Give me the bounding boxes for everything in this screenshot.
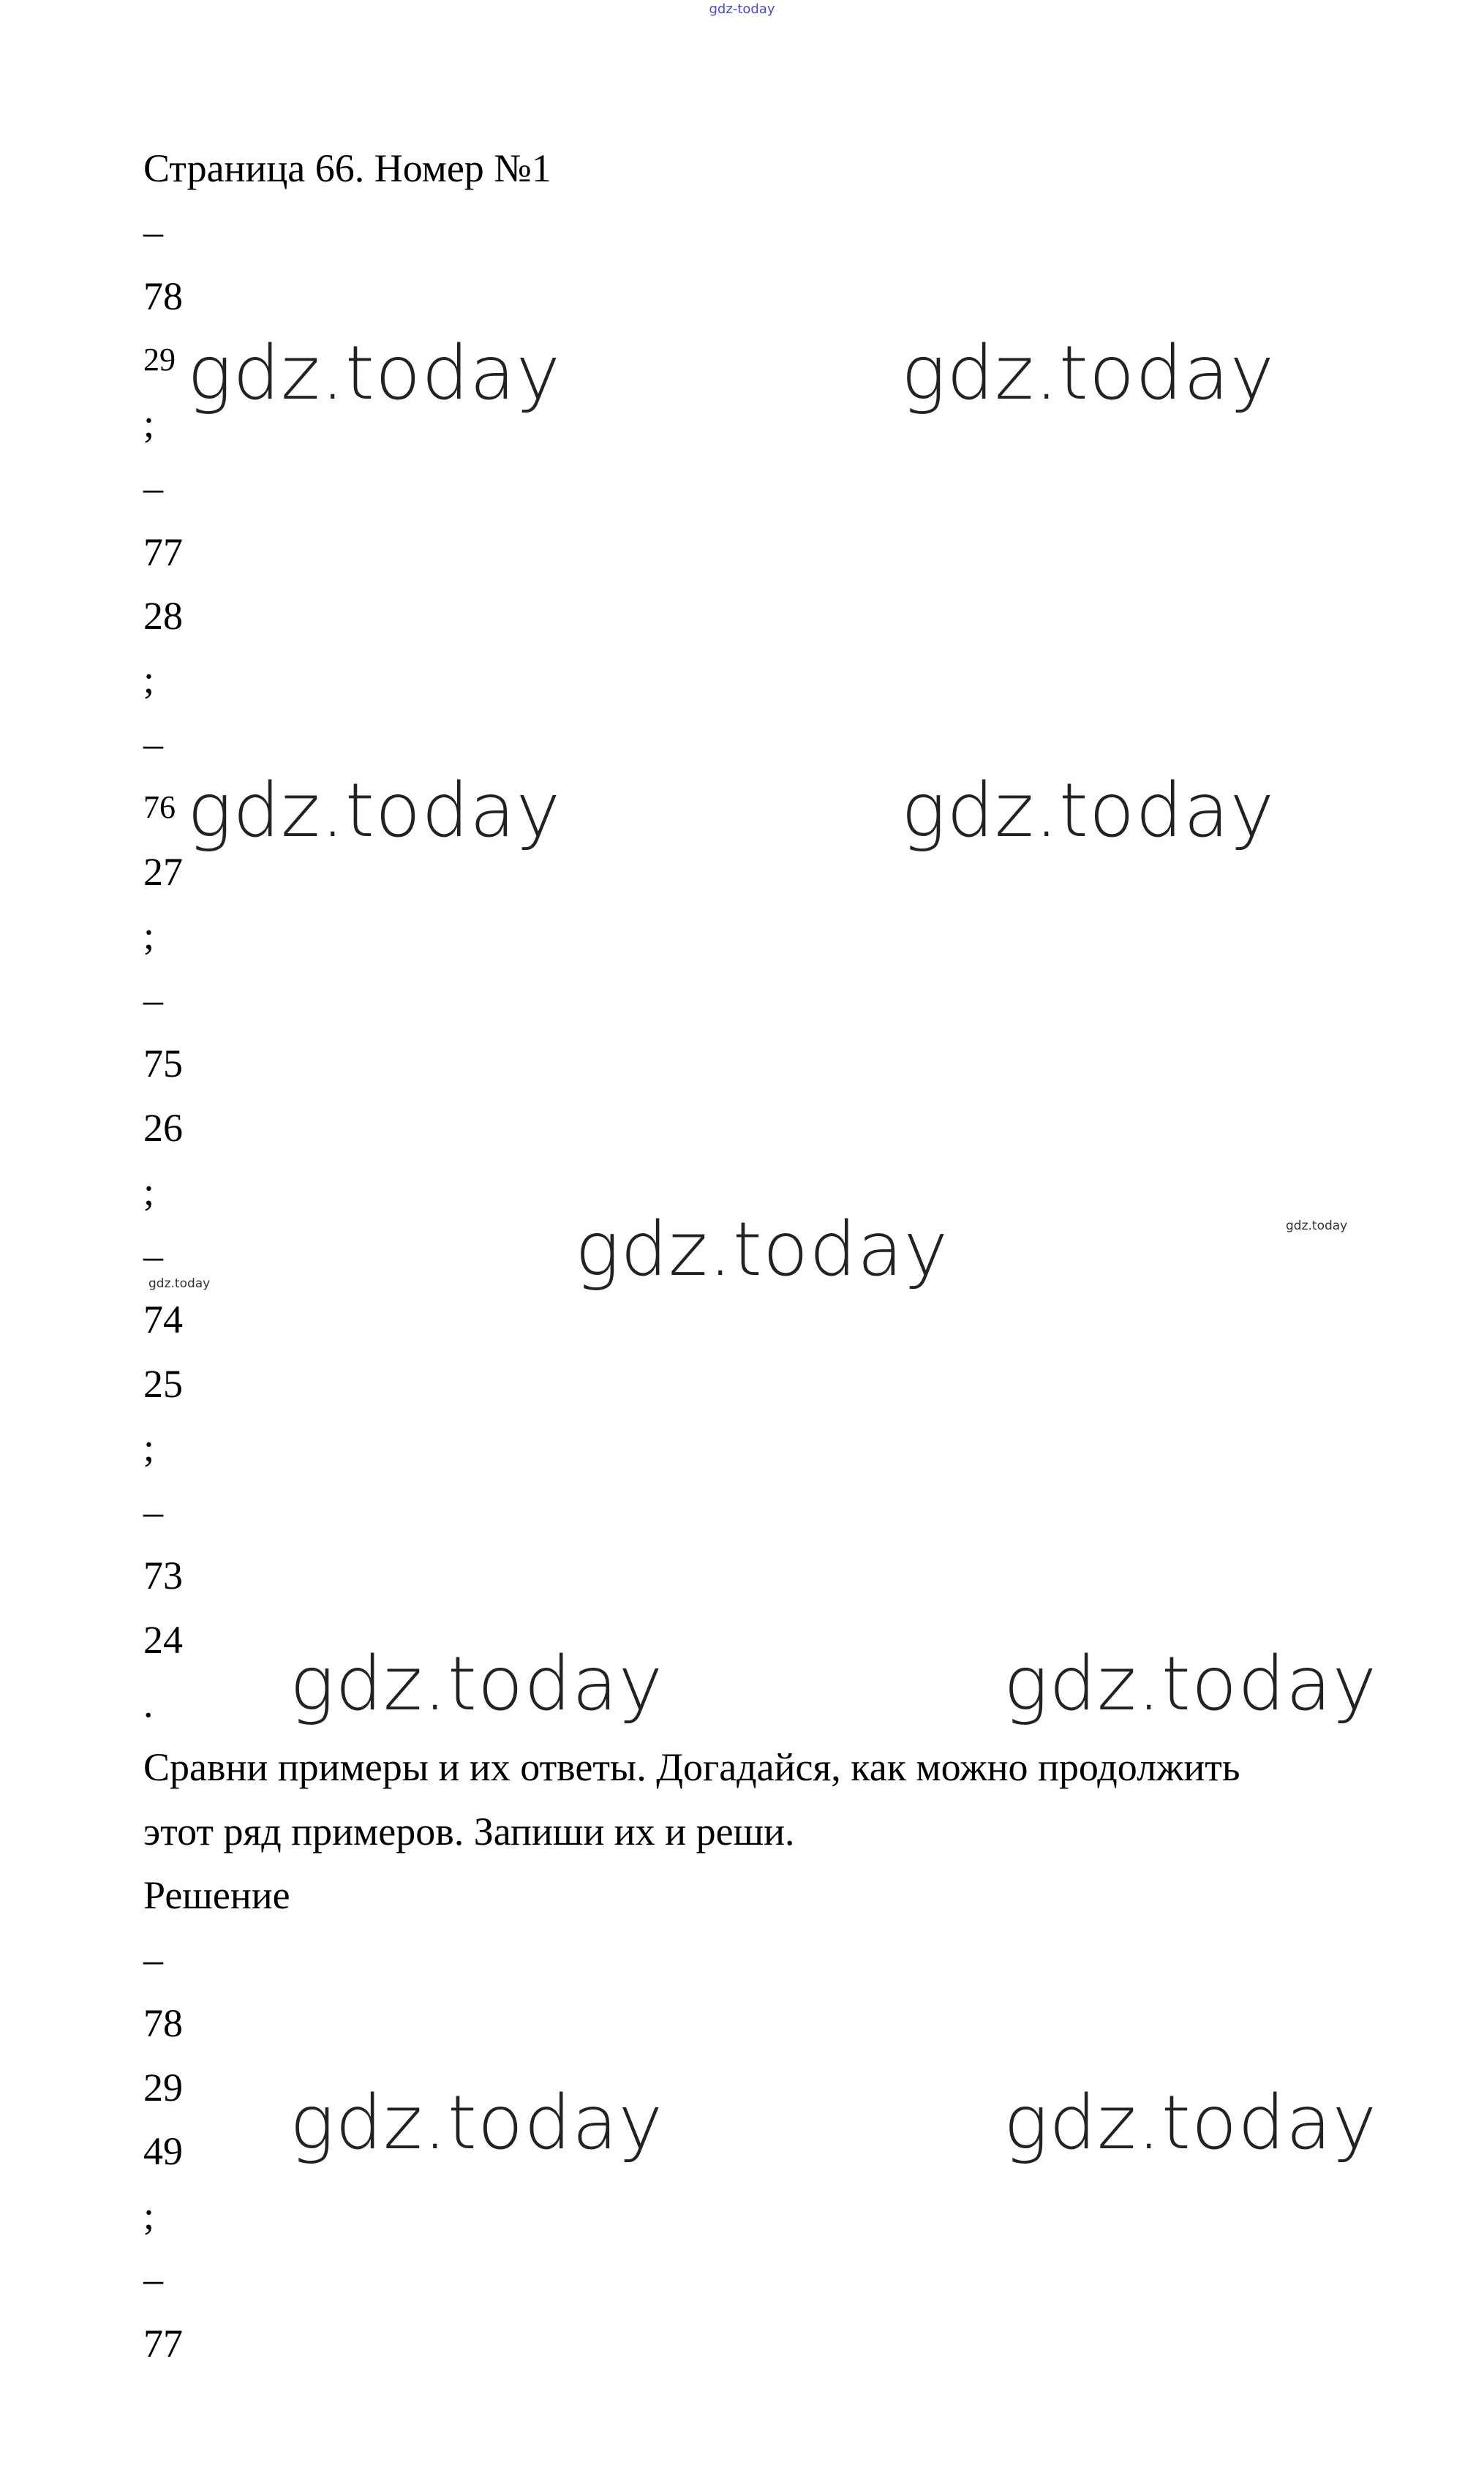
problem-line: – (143, 210, 163, 254)
problem-line: 78 (143, 274, 183, 318)
problem-line: 28 (143, 594, 183, 638)
problem-line: – (143, 722, 163, 766)
problem-line: – (143, 978, 163, 1022)
watermark: gdz.today (187, 767, 561, 854)
problem-line: 77 (143, 530, 183, 574)
problem-line: – (143, 466, 163, 510)
problem-line: 25 (143, 1362, 183, 1406)
page-title: Страница 66. Номер №1 (143, 146, 551, 190)
watermark: gdz.today (290, 1641, 663, 1728)
problem-line: 76 (143, 789, 176, 825)
problem-line: ; (143, 914, 155, 957)
problem-line: – (143, 1490, 163, 1534)
watermark: gdz.today (1003, 2080, 1377, 2167)
solution-line: ; (143, 2194, 155, 2238)
watermark: gdz.today (901, 767, 1275, 854)
problem-line: – (143, 1234, 163, 1278)
problem-line: 74 (143, 1298, 183, 1341)
solution-line: – (143, 2257, 163, 2301)
problem-line: . (143, 1682, 154, 1725)
problem-line: 26 (143, 1106, 183, 1150)
problem-line: ; (143, 658, 155, 701)
small-watermark: gdz.today (1286, 1219, 1348, 1233)
question-line-2: этот ряд примеров. Запиши их и реши. (143, 1810, 795, 1853)
question-line-1: Сравни примеры и их ответы. Догадайся, как можно продолжить (143, 1745, 1240, 1789)
watermark: gdz.today (901, 330, 1275, 417)
problem-line: ; (143, 1170, 155, 1213)
watermark: gdz.today (575, 1206, 949, 1293)
top-watermark: gdz-today (709, 1, 775, 17)
problem-line: 73 (143, 1554, 183, 1597)
problem-line: 75 (143, 1042, 183, 1085)
problem-line: ; (143, 402, 155, 445)
solution-line: 77 (143, 2322, 183, 2366)
solution-label: Решение (143, 1873, 290, 1917)
solution-line: 78 (143, 2001, 183, 2045)
solution-line: 49 (143, 2129, 183, 2173)
problem-line: ; (143, 1426, 155, 1469)
small-watermark: gdz.today (148, 1276, 211, 1291)
solution-line: – (143, 1938, 163, 1981)
solution-line: 29 (143, 2066, 183, 2109)
problem-line: 27 (143, 850, 183, 894)
watermark: gdz.today (187, 330, 561, 417)
problem-line: 29 (143, 342, 176, 377)
problem-line: 24 (143, 1618, 183, 1662)
watermark: gdz.today (1003, 1641, 1377, 1728)
watermark: gdz.today (290, 2080, 663, 2167)
